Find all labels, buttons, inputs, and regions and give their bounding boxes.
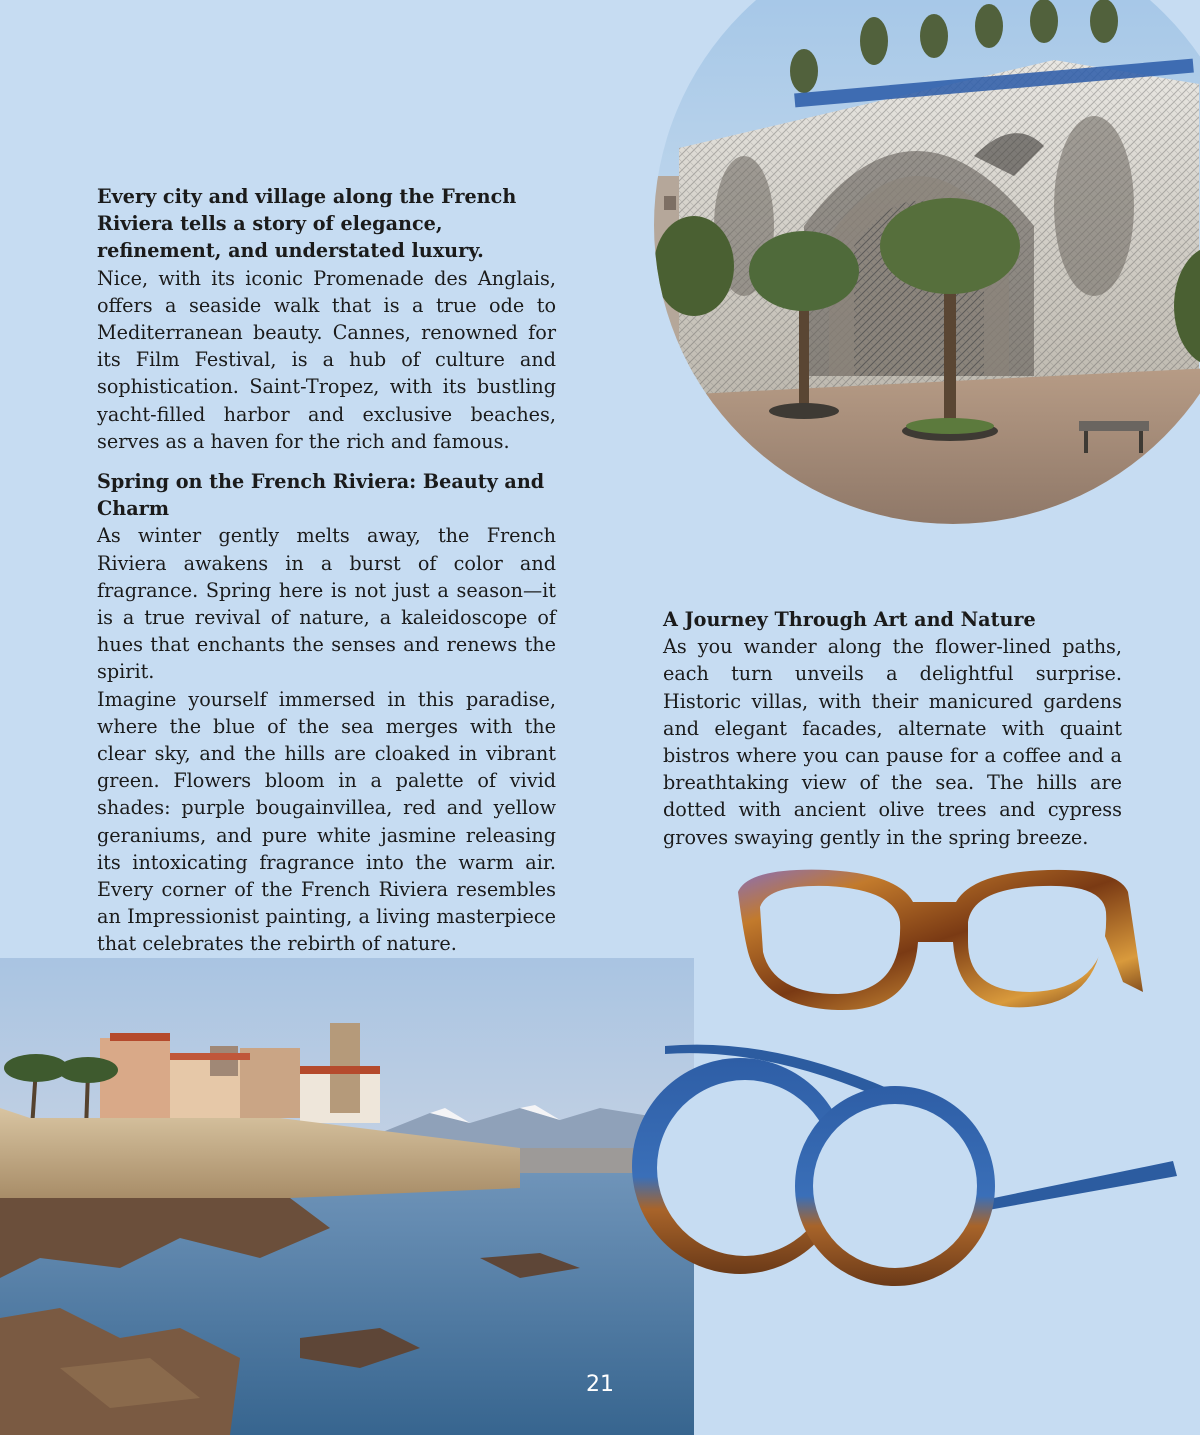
mural-building-photo xyxy=(654,0,1200,524)
journey-section xyxy=(663,606,1122,851)
spring-heading: Spring on the French Riviera: Beauty and Charm xyxy=(97,470,545,521)
intro-heading: Every city and village along the French Riviera tells a story of elegance, refinement, and understated luxury. xyxy=(97,185,517,263)
spring-paragraph-2: Imagine yourself immersed in this paradise, where the blue of the sea merges with the clear sky, and the hills are cloaked in vibrant green. Flowers bloom in a palette of vivid shades: purple bougainvillea, red and yellow geraniums, and pure white jasmine releasing its intoxicating fragrance into the warm air. Every corner of the French Riviera resembles an Impressionist painting, a living masterpiece that celebrates the rebirth of nature. xyxy=(97,687,556,956)
intro-body: Nice, with its iconic Promenade des Anglais, offers a seaside walk that is a true ode to Mediterranean beauty. Cannes, renowned for its Film Festival, is a hub of culture and sophistication. Saint-Tropez, with its bustling yacht-filled harbor and exclusive beaches, serves as a haven for the rich and famous. xyxy=(97,266,556,453)
intro-section xyxy=(97,183,556,455)
page-number: 21 xyxy=(586,1372,614,1397)
spring-paragraph-1: As winter gently melts away, the French Riviera awakens in a burst of color and fragrance. Spring here is not just a season—it is a true revival of nature, a kaleidoscope of hues that enchants the senses and renews the spirit. xyxy=(97,524,556,684)
spring-section xyxy=(97,468,556,958)
antibes-coast-photo xyxy=(0,958,694,1435)
journey-body: As you wander along the flower-lined paths, each turn unveils a delightful surprise. Historic villas, with their manicured gardens and elegant facades, alternate with quaint bistros where you can pause for a coffee and a breathtaking view of the sea. The hills are dotted with ancient olive trees and cypress groves swaying gently in the spring breeze. xyxy=(663,635,1122,849)
journey-heading: A Journey Through Art and Nature xyxy=(663,608,1036,631)
blue-eyeglasses-image xyxy=(625,1036,1185,1301)
tortoise-eyeglasses-image xyxy=(718,862,1148,1024)
